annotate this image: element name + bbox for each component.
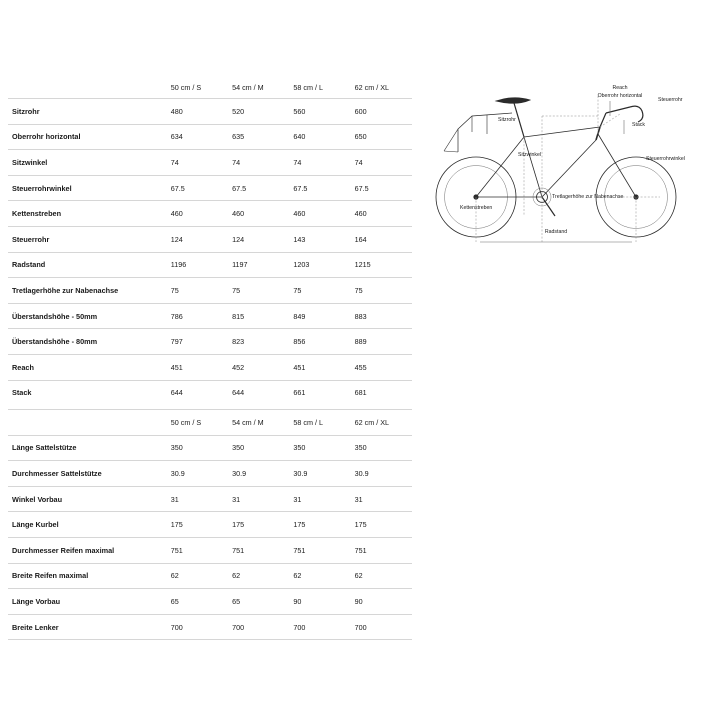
cell-value: 1197 — [228, 252, 289, 278]
cell-value: 451 — [167, 354, 228, 380]
table-row — [8, 329, 412, 355]
cell-value: 661 — [289, 380, 350, 405]
cell-value: 75 — [351, 278, 412, 304]
row-label: Länge Kurbel — [8, 512, 167, 538]
cell-value: 62 — [167, 563, 228, 589]
table-header-row — [8, 76, 412, 99]
cell-value: 62 — [228, 563, 289, 589]
cell-value: 883 — [351, 303, 412, 329]
column-header-size-m: 54 cm / M — [232, 82, 264, 92]
cell-value: 823 — [228, 329, 289, 355]
saddle — [496, 98, 530, 104]
diagram-label-steuerrohr: Steuerrohr — [658, 97, 683, 103]
cell-value: 31 — [351, 486, 412, 512]
column-header-size-s: 50 cm / S — [167, 410, 228, 436]
bike-geometry-diagram — [424, 56, 712, 256]
cell-value: 90 — [351, 589, 412, 615]
row-label: Steuerrohr — [8, 226, 167, 252]
cell-value: 634 — [167, 124, 228, 150]
cell-value: 460 — [228, 201, 289, 227]
cell-value: 350 — [289, 435, 350, 461]
cell-value: 1203 — [289, 252, 350, 278]
diagram-label-sitzrohr: Sitzrohr — [498, 117, 516, 123]
cell-value: 30.9 — [289, 461, 350, 487]
seatstay — [476, 137, 524, 197]
diagram-label-steuerrohrwinkel: Steuerrohrwinkel — [646, 156, 685, 162]
cell-value: 67.5 — [228, 175, 289, 201]
column-header-attribute — [8, 76, 167, 99]
cell-value: 751 — [228, 537, 289, 563]
cell-value: 635 — [228, 124, 289, 150]
cell-value: 460 — [351, 201, 412, 227]
handlebar — [630, 106, 643, 122]
table-row — [8, 99, 412, 125]
cell-value: 1196 — [167, 252, 228, 278]
cell-value: 681 — [351, 380, 412, 405]
cell-value: 856 — [289, 329, 350, 355]
cell-value: 175 — [167, 512, 228, 538]
row-label: Überstandshöhe - 80mm — [8, 329, 167, 355]
row-label: Durchmesser Reifen maximal — [8, 537, 167, 563]
table-header-row — [8, 410, 412, 436]
row-label: Sitzwinkel — [8, 150, 167, 176]
cell-value: 74 — [289, 150, 350, 176]
row-label: Breite Lenker — [8, 614, 167, 640]
table-row — [8, 175, 412, 201]
cell-value: 350 — [167, 435, 228, 461]
row-label: Länge Vorbau — [8, 589, 167, 615]
cell-value: 700 — [228, 614, 289, 640]
cell-value: 175 — [289, 512, 350, 538]
cell-value: 460 — [167, 201, 228, 227]
cell-value: 751 — [167, 537, 228, 563]
seat-tube — [524, 137, 542, 197]
table-row — [8, 563, 412, 589]
fork — [598, 134, 636, 197]
cell-value: 74 — [228, 150, 289, 176]
cell-value: 74 — [167, 150, 228, 176]
cell-value: 452 — [228, 354, 289, 380]
row-label: Sitzrohr — [8, 99, 167, 125]
column-header-size-l: 58 cm / L — [289, 410, 350, 436]
cell-value: 65 — [167, 589, 228, 615]
table-row — [8, 303, 412, 329]
cell-value: 350 — [228, 435, 289, 461]
cell-value: 455 — [351, 354, 412, 380]
row-label: Reach — [8, 354, 167, 380]
cell-value: 30.9 — [167, 461, 228, 487]
cell-value: 175 — [351, 512, 412, 538]
cell-value: 30.9 — [351, 461, 412, 487]
cell-value: 31 — [289, 486, 350, 512]
column-header-size-xl: 62 cm / XL — [354, 82, 390, 92]
cell-value: 451 — [289, 354, 350, 380]
column-header-size-l: 58 cm / L — [293, 82, 323, 92]
diagram-label-sitzwinkel: Sitzwinkel — [518, 152, 542, 158]
column-header-attribute — [8, 410, 167, 436]
cell-value: 600 — [351, 99, 412, 125]
diagram-label-radstand: Radstand — [544, 229, 568, 235]
cell-value: 350 — [351, 435, 412, 461]
cell-value: 751 — [289, 537, 350, 563]
cell-value: 74 — [351, 150, 412, 176]
cell-value: 124 — [167, 226, 228, 252]
cell-value: 849 — [289, 303, 350, 329]
column-header-size-m: 54 cm / M — [228, 410, 289, 436]
row-label: Radstand — [8, 252, 167, 278]
cell-value: 520 — [228, 99, 289, 125]
table-row — [8, 354, 412, 380]
table-row — [8, 150, 412, 176]
cell-value: 62 — [351, 563, 412, 589]
row-label: Stack — [8, 380, 167, 405]
top-tube — [524, 127, 600, 137]
cell-value: 1215 — [351, 252, 412, 278]
cell-value: 700 — [167, 614, 228, 640]
column-header-size-s: 50 cm / S — [170, 82, 202, 92]
table-row — [8, 278, 412, 304]
cell-value: 67.5 — [167, 175, 228, 201]
cell-value: 889 — [351, 329, 412, 355]
diagram-label-stack: Stack — [632, 122, 645, 128]
cell-value: 175 — [228, 512, 289, 538]
cell-value: 31 — [167, 486, 228, 512]
cell-value: 700 — [351, 614, 412, 640]
row-label: Steuerrohrwinkel — [8, 175, 167, 201]
row-label: Überstandshöhe - 50mm — [8, 303, 167, 329]
cell-value: 67.5 — [289, 175, 350, 201]
row-label: Tretlagerhöhe zur Nabenachse — [8, 278, 167, 304]
cell-value: 480 — [167, 99, 228, 125]
cell-value: 75 — [289, 278, 350, 304]
table-row — [8, 124, 412, 150]
cell-value: 560 — [289, 99, 350, 125]
cell-value: 75 — [167, 278, 228, 304]
down-tube — [542, 140, 596, 197]
row-label: Durchmesser Sattelstütze — [8, 461, 167, 487]
table-row — [8, 226, 412, 252]
table-row — [8, 537, 412, 563]
table-row — [8, 461, 412, 487]
geometry-table-parts — [8, 409, 412, 640]
cell-value: 460 — [289, 201, 350, 227]
cell-value: 75 — [228, 278, 289, 304]
cell-value: 751 — [351, 537, 412, 563]
table-row — [8, 380, 412, 405]
diagram-label-oberrohr-horizontal: Oberrohr horizontal — [597, 93, 643, 99]
diagram-label-tretlagerhoehe: Tretlagerhöhe zur Nabenachse — [552, 194, 624, 200]
cell-value: 644 — [167, 380, 228, 405]
column-header-size-xl: 62 cm / XL — [351, 410, 412, 436]
geometry-table-main — [8, 76, 412, 405]
table-row — [8, 512, 412, 538]
cell-value: 640 — [289, 124, 350, 150]
stem — [606, 107, 630, 113]
table-row — [8, 252, 412, 278]
cell-value: 65 — [228, 589, 289, 615]
cell-value: 797 — [167, 329, 228, 355]
cell-value: 30.9 — [228, 461, 289, 487]
cell-value: 650 — [351, 124, 412, 150]
row-label: Kettenstreben — [8, 201, 167, 227]
cell-value: 815 — [228, 303, 289, 329]
cell-value: 786 — [167, 303, 228, 329]
cell-value: 124 — [228, 226, 289, 252]
diagram-label-kettenstreben: Kettenstreben — [460, 205, 493, 211]
cell-value: 143 — [289, 226, 350, 252]
cell-value: 62 — [289, 563, 350, 589]
table-row — [8, 201, 412, 227]
diagram-label-reach: Reach — [612, 85, 628, 91]
row-label: Oberrohr horizontal — [8, 124, 167, 150]
table-row — [8, 589, 412, 615]
cell-value: 90 — [289, 589, 350, 615]
cell-value: 700 — [289, 614, 350, 640]
row-label: Winkel Vorbau — [8, 486, 167, 512]
table-row — [8, 486, 412, 512]
cell-value: 644 — [228, 380, 289, 405]
cell-value: 164 — [351, 226, 412, 252]
row-label: Breite Reifen maximal — [8, 563, 167, 589]
table-row — [8, 435, 412, 461]
row-label: Länge Sattelstütze — [8, 435, 167, 461]
cell-value: 67.5 — [351, 175, 412, 201]
table-row — [8, 614, 412, 640]
cell-value: 31 — [228, 486, 289, 512]
